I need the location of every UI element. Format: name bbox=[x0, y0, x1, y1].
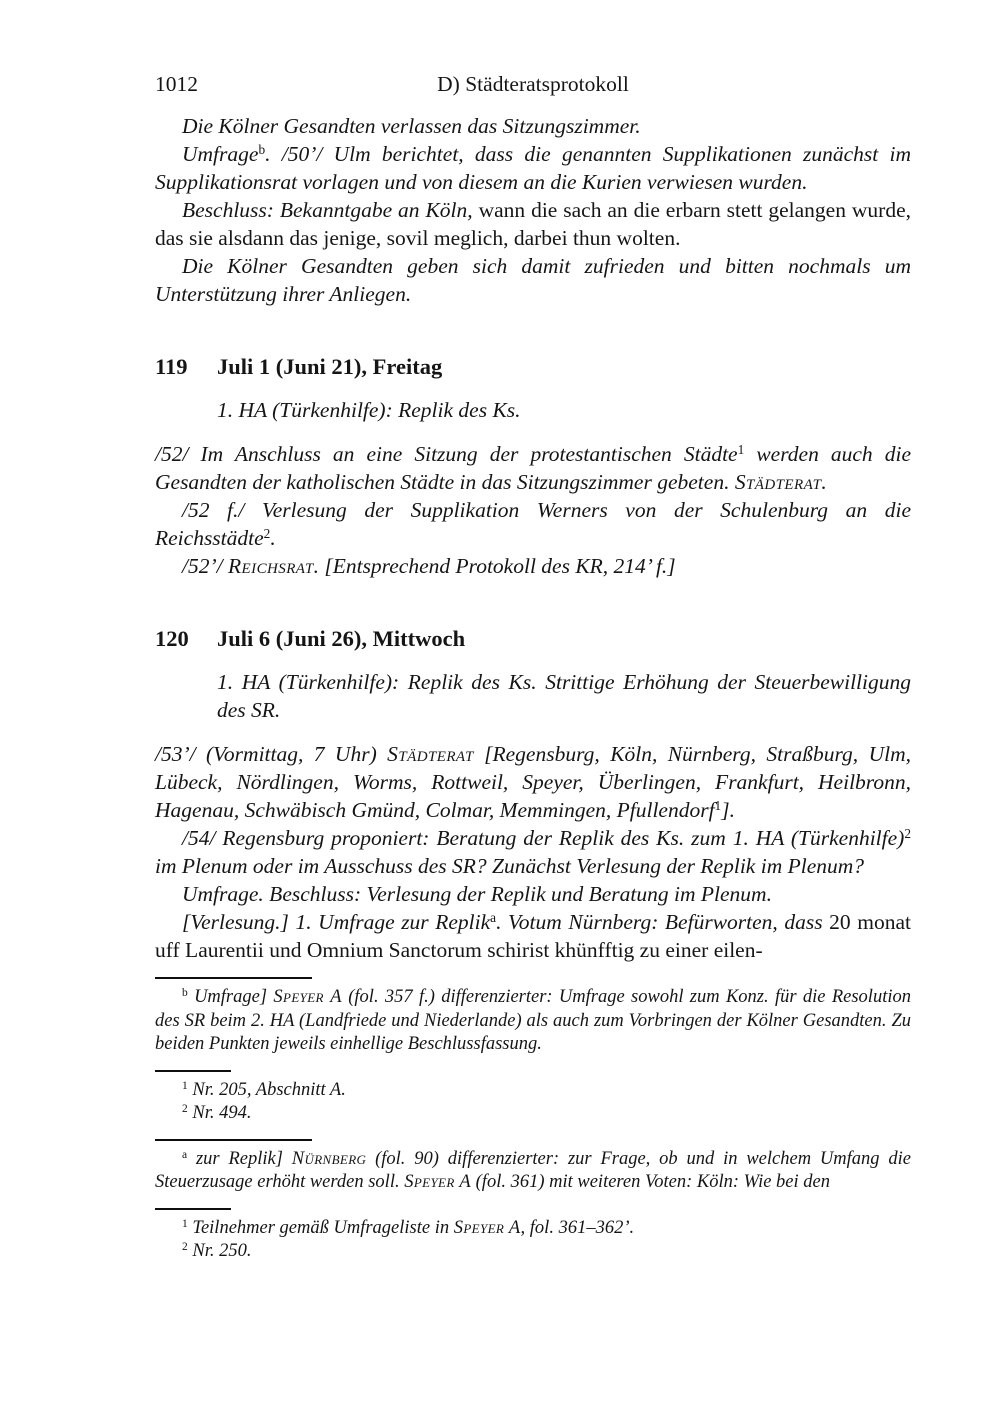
text-run: /54/ Regensburg proponiert: Beratung der Replik des Ks. zum 1. HA (Türkenhilfe) bbox=[182, 826, 905, 850]
footnote-marker: a bbox=[490, 910, 497, 926]
text-run: /52’/ bbox=[182, 554, 228, 578]
apparatus-block-b bbox=[155, 977, 911, 1057]
footnote-2 bbox=[155, 1102, 911, 1126]
text-block bbox=[155, 70, 911, 1264]
text-run: zur Replik] bbox=[187, 1148, 292, 1169]
footnote-marker: 2 bbox=[182, 1241, 188, 1254]
footnote-marker: 2 bbox=[182, 1103, 188, 1116]
text-run: werden auch die Gesandten der katholischen Städte in das Sitzungszimmer gebeten. bbox=[155, 442, 912, 494]
entry-body bbox=[155, 740, 911, 964]
text-run: ]. bbox=[721, 798, 735, 822]
footnote-marker: b bbox=[258, 142, 266, 158]
text-run: (fol. 357 f.) differenzierter: Umfrage sowohl zum Konz. für die Resolution des SR beim 2. HA (Landfriede und Niederlande) als auch zum Vorbringen der Kölner Gesandten. Zu beiden Punkten jeweils einhellige Beschlussfassung. bbox=[155, 987, 911, 1054]
text-run: Nürnberg bbox=[291, 1148, 367, 1169]
text-run: [Verlesung.] 1. Umfrage zur Replik bbox=[182, 910, 491, 934]
entry-heading bbox=[155, 624, 911, 654]
text-run: Umfrage. Beschluss: Verlesung der Replik und Beratung im Plenum. bbox=[182, 882, 772, 906]
text-run: 1. HA (Türkenhilfe): Replik des Ks. Strittige Erhöhung der Steuerbewilligung des SR. bbox=[217, 670, 911, 722]
protocol-intro-section bbox=[155, 112, 911, 308]
footnote-marker: 1 bbox=[182, 1217, 188, 1230]
apparatus-note-b bbox=[155, 986, 911, 1057]
paragraph bbox=[155, 252, 911, 308]
apparatus-note-a bbox=[155, 1148, 911, 1195]
text-run: . [Entsprechend Protokoll des KR, 214’ f.] bbox=[313, 554, 676, 578]
footnote-1 bbox=[155, 1217, 911, 1241]
text-run: Nr. 494. bbox=[187, 1103, 252, 1123]
footnote-separator bbox=[155, 1070, 231, 1072]
text-run: Städterat bbox=[734, 470, 822, 494]
text-run: , fol. 361–362’. bbox=[520, 1217, 635, 1238]
paragraph bbox=[155, 552, 911, 580]
text-run: (fol. 90) differenzierter: zur Frage, ob und in welchem Umfang die Steuerzusage erhöht werden soll. bbox=[155, 1148, 911, 1192]
entry-120-section bbox=[155, 624, 911, 964]
page-number: 1012 bbox=[155, 72, 198, 96]
apparatus-block-a bbox=[155, 1139, 911, 1195]
entry-heading bbox=[155, 352, 911, 382]
text-run: 1. HA (Türkenhilfe): Replik des Ks. bbox=[217, 398, 521, 422]
text-run: Umfrage bbox=[182, 142, 259, 166]
text-run: Die Kölner Gesandten verlassen das Sitzungszimmer. bbox=[182, 114, 641, 138]
text-run: Teilnehmer gemäß Umfrageliste in bbox=[187, 1217, 454, 1238]
footnote-separator bbox=[155, 1139, 312, 1141]
footnote-marker: b bbox=[182, 987, 188, 1000]
text-run: Speyer A bbox=[273, 987, 342, 1007]
text-run: . /50’/ Ulm berichtet, dass die genannten Supplikationen zunächst im Supplikationsrat vorlagen und von diesem an die Kurien verwiesen wurden. bbox=[155, 142, 911, 194]
numbered-notes-block-1 bbox=[155, 1070, 911, 1126]
entry-body bbox=[155, 440, 911, 580]
paragraph bbox=[155, 196, 911, 252]
text-run: /52 f./ Verlesung der Supplikation Werners von der Schulenburg an die Reichsstädte bbox=[155, 498, 911, 550]
text-run: Nr. 205, Abschnitt A. bbox=[187, 1079, 346, 1100]
text-run: Nr. 250. bbox=[187, 1241, 252, 1261]
text-run: 20 monat uff Laurentii und Omnium Sanctorum schirist khünfftig zu einer eilen- bbox=[155, 910, 911, 962]
footnote-2 bbox=[155, 1240, 911, 1264]
running-header bbox=[155, 70, 911, 100]
paragraph bbox=[155, 740, 911, 824]
footnote-marker: a bbox=[182, 1148, 188, 1161]
numbered-notes-block-2 bbox=[155, 1208, 911, 1264]
entry-number: 120 bbox=[155, 626, 189, 651]
entry-subject bbox=[217, 396, 911, 424]
paragraph bbox=[155, 112, 911, 140]
entry-subject bbox=[217, 668, 911, 724]
text-run: /53’/ (Vormittag, 7 Uhr) bbox=[155, 742, 388, 766]
text-run: Speyer A bbox=[404, 1172, 472, 1192]
paragraph bbox=[155, 440, 911, 496]
footnotes-area bbox=[155, 977, 911, 1264]
paragraph bbox=[155, 140, 911, 196]
running-title: D) Städteratsprotokoll bbox=[437, 72, 629, 96]
footnote-marker: 2 bbox=[263, 526, 271, 542]
paragraph bbox=[155, 908, 911, 964]
entry-119-section bbox=[155, 352, 911, 580]
entry-date-title: Juli 6 (Juni 26), Mittwoch bbox=[217, 626, 466, 651]
text-run: /52/ Im Anschluss an eine Sitzung der protestantischen Städte bbox=[155, 442, 738, 466]
text-run: [Regensburg, Köln, Nürnberg, Straßburg, Ulm, Lübeck, Nördlingen, Worms, Rottweil, Speyer, Überlingen, Frankfurt, Heilbronn, Hagenau, Schwäbisch Gmünd, Colmar, Memmingen, Pfullendorf bbox=[155, 742, 911, 822]
paragraph bbox=[155, 880, 911, 908]
text-run: (fol. 361) mit weiteren Voten: Köln: Wie bei den bbox=[471, 1172, 830, 1192]
text-run: . bbox=[270, 526, 276, 550]
text-run: . bbox=[821, 470, 827, 494]
footnote-marker: 1 bbox=[737, 442, 745, 458]
text-run: wann die sach an die erbarn stett gelangen wurde, das sie alsdann das jenige, sovil meglich, darbei thun wolten. bbox=[155, 198, 911, 250]
footnote-separator bbox=[155, 977, 312, 979]
text-run: Städterat bbox=[387, 742, 474, 766]
text-run: Die Kölner Gesandten geben sich damit zufrieden und bitten nochmals um Unterstützung ihrer Anliegen. bbox=[155, 254, 911, 306]
footnote-separator bbox=[155, 1208, 231, 1210]
entry-date-title: Juli 1 (Juni 21), Freitag bbox=[217, 354, 443, 379]
text-run: Umfrage] bbox=[187, 987, 274, 1007]
footnote-marker: 2 bbox=[904, 826, 911, 842]
paragraph bbox=[155, 824, 911, 880]
text-run: Speyer A bbox=[453, 1217, 521, 1238]
text-run: im Plenum oder im Ausschuss des SR? Zunächst Verlesung der Replik im Plenum? bbox=[155, 854, 865, 878]
paragraph bbox=[155, 496, 911, 552]
footnote-marker: 1 bbox=[714, 798, 722, 814]
text-run: Beschluss: Bekanntgabe an Köln, bbox=[182, 198, 473, 222]
footnote-marker: 1 bbox=[182, 1079, 188, 1092]
text-run: . Votum Nürnberg: Befürworten, dass bbox=[496, 910, 830, 934]
entry-number: 119 bbox=[155, 354, 188, 379]
text-run: Reichsrat bbox=[227, 554, 314, 578]
footnote-1 bbox=[155, 1079, 911, 1103]
